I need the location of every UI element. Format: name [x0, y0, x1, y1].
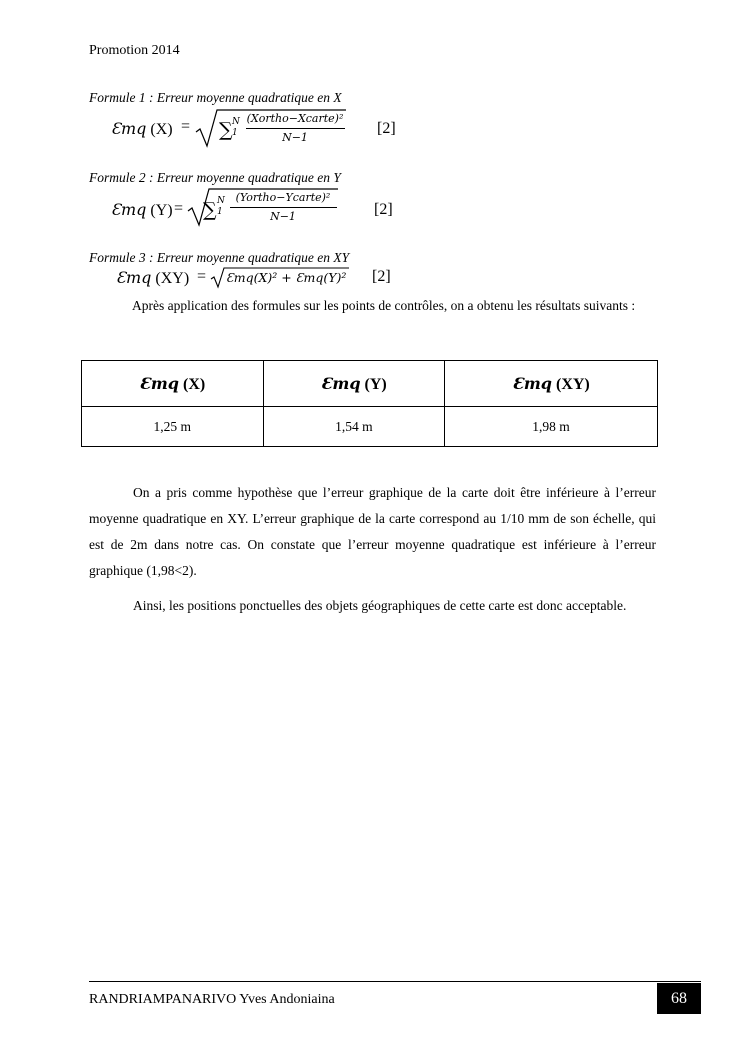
table-row [82, 407, 658, 447]
body-paragraph-1: On a pris comme hypothèse que l’erreur graphique de la carte doit être inférieure à l’erreur moyenne quadratique en XY. L’erreur graphique de la carte correspond au 1/10 mm de son échelle, qui est de 2m dans notre cas. On constate que l’erreur moyenne quadratique est inférieure à l’erreur graphique (1,98<2). [89, 485, 656, 578]
formula-1-equals: = [181, 118, 191, 135]
page-header: Promotion 2014 [89, 43, 180, 58]
table-header-row [82, 361, 658, 407]
formula-1-label: Formule 1 : Erreur moyenne quadratique en X [89, 90, 342, 105]
formula-1 [111, 112, 411, 152]
table-header-emq-y [263, 361, 445, 407]
formula-2-equals: = [174, 200, 184, 217]
formula-1-denominator: N−1 [282, 131, 308, 144]
formula-1-upper: N [232, 117, 240, 127]
footer-author: RANDRIAMPANARIVO Yves Andoniaina [89, 992, 335, 1007]
formula-3-symbol: Ɛmq [116, 268, 152, 287]
header-symbol: Ɛmq [320, 373, 361, 393]
formula-2-upper: N [217, 196, 225, 206]
header-arg: (Y) [364, 375, 387, 393]
formula-3 [111, 266, 411, 292]
intro-paragraph: Après application des formules sur les points de contrôles, on a obtenu les résultats suivants : [132, 298, 636, 313]
results-table [81, 360, 658, 447]
body-paragraph-2: Ainsi, les positions ponctuelles des objets géographiques de cette carte est donc acceptable. [133, 598, 627, 613]
table-cell-emq-x: 1,25 m [82, 407, 264, 447]
formula-1-ref: [2] [377, 120, 396, 137]
formula-1-sigma: ∑ [219, 119, 233, 141]
header-symbol: Ɛmq [512, 373, 552, 393]
header-symbol: Ɛmq [139, 373, 179, 393]
formula-3-label: Formule 3 : Erreur moyenne quadratique en XY [89, 250, 350, 265]
footer-divider [89, 981, 701, 982]
formula-2-label: Formule 2 : Erreur moyenne quadratique en Y [89, 170, 341, 185]
formula-2-denominator: N−1 [270, 210, 296, 223]
formula-2-fraction-bar [230, 207, 337, 208]
formula-3-equals: = [197, 268, 207, 285]
page-number: 68 [657, 983, 701, 1014]
table-header-emq-xy [445, 361, 658, 407]
table-header-emq-x [82, 361, 264, 407]
header-arg: (XY) [555, 375, 590, 393]
header-arg: (X) [182, 375, 206, 393]
formula-3-radicand: Ɛmq(X)² + Ɛmq(Y)² [226, 270, 347, 285]
formula-1-numerator: (Xortho−Xcarte)² [246, 112, 344, 125]
formula-2-lower: 1 [217, 207, 223, 217]
formula-2-ref: [2] [374, 201, 393, 218]
formula-1-lower: 1 [232, 128, 238, 138]
table-cell-emq-xy: 1,98 m [445, 407, 658, 447]
formula-2-sigma: ∑ [203, 199, 217, 221]
formula-3-arg: (XY) [155, 270, 190, 287]
formula-1-arg: (X) [150, 121, 173, 138]
table-cell-emq-y: 1,54 m [263, 407, 445, 447]
formula-2-numerator: (Yortho−Ycarte)² [235, 191, 331, 204]
formula-3-ref: [2] [372, 268, 391, 285]
formula-2-symbol: Ɛmq [111, 200, 147, 219]
formula-2 [111, 193, 411, 233]
formula-1-symbol: Ɛmq [111, 119, 147, 138]
formula-2-arg: (Y) [150, 202, 173, 219]
formula-1-fraction-bar [246, 128, 345, 129]
